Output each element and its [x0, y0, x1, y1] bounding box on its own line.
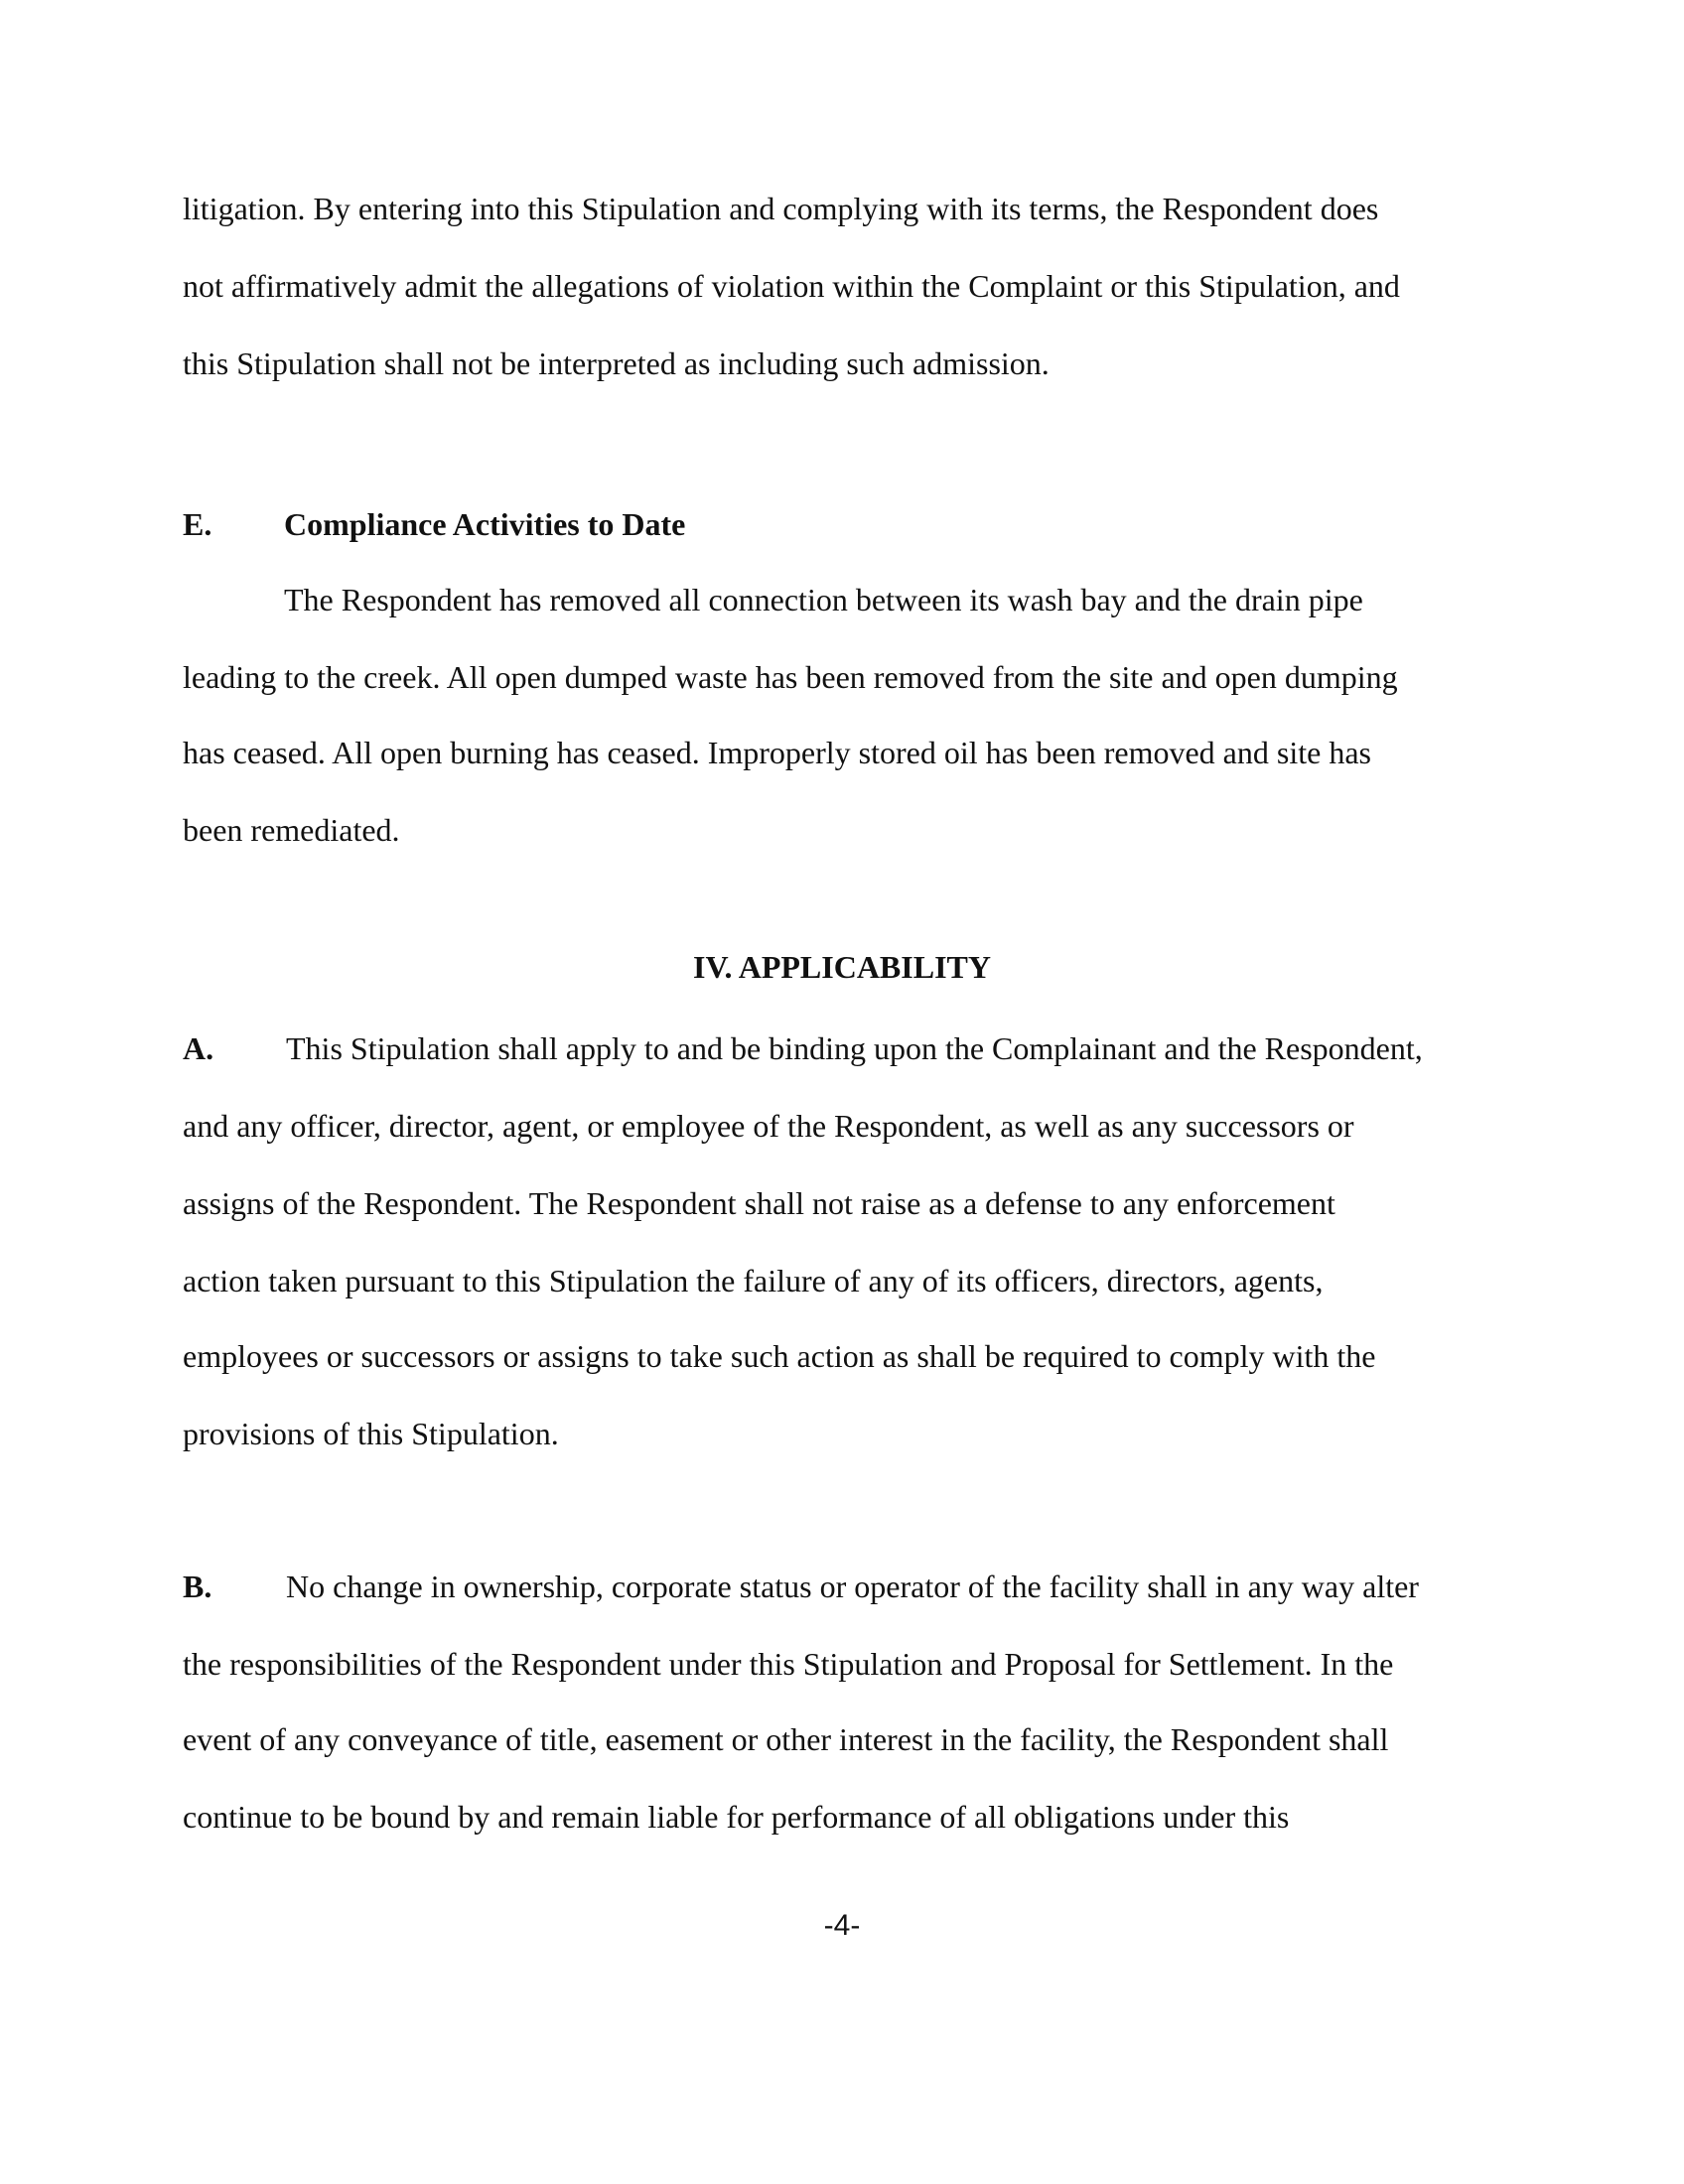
continuation-line-3: this Stipulation shall not be interpreted as including such admission.	[183, 345, 1050, 381]
section-e-letter: E.	[183, 506, 212, 542]
para-a-line-4: action taken pursuant to this Stipulation the failure of any of its officers, directors, agents,	[183, 1263, 1324, 1298]
section-e-line-3: has ceased. All open burning has ceased. Improperly stored oil has been removed and site has	[183, 735, 1371, 770]
para-b-line-2: the responsibilities of the Respondent under this Stipulation and Proposal for Settlement. In the	[183, 1646, 1394, 1682]
section-e-heading	[183, 504, 685, 544]
section-e-title: Compliance Activities to Date	[284, 506, 686, 542]
continuation-line-2: not affirmatively admit the allegations of violation within the Complaint or this Stipulation, and	[183, 268, 1400, 304]
para-a-first-line	[183, 1028, 1423, 1068]
para-b-first-line	[183, 1567, 1419, 1606]
para-a-letter: A.	[183, 1030, 214, 1066]
para-b-line-4: continue to be bound by and remain liable for performance of all obligations under this	[183, 1799, 1290, 1835]
para-a-line-2: and any officer, director, agent, or employee of the Respondent, as well as any successors or	[183, 1108, 1354, 1144]
section-iv-heading: IV. APPLICABILITY	[693, 949, 991, 985]
page-number: -4-	[823, 1909, 861, 1942]
para-a-first-text: This Stipulation shall apply to and be binding upon the Complainant and the Respondent,	[286, 1030, 1423, 1066]
para-a-line-5: employees or successors or assigns to take such action as shall be required to comply with the	[183, 1338, 1376, 1374]
section-e-line-1: The Respondent has removed all connection between its wash bay and the drain pipe	[284, 582, 1363, 617]
para-b-first-text: No change in ownership, corporate status or operator of the facility shall in any way alter	[286, 1569, 1419, 1604]
section-e-line-2: leading to the creek. All open dumped waste has been removed from the site and open dumping	[183, 659, 1398, 695]
para-a-line-6: provisions of this Stipulation.	[183, 1416, 559, 1451]
para-a-line-3: assigns of the Respondent. The Respondent shall not raise as a defense to any enforcement	[183, 1185, 1335, 1221]
para-b-line-3: event of any conveyance of title, easement or other interest in the facility, the Respondent shall	[183, 1721, 1389, 1757]
continuation-line-1: litigation. By entering into this Stipulation and complying with its terms, the Respondent does	[183, 191, 1379, 226]
para-b-letter: B.	[183, 1569, 212, 1604]
section-e-line-4: been remediated.	[183, 812, 400, 848]
